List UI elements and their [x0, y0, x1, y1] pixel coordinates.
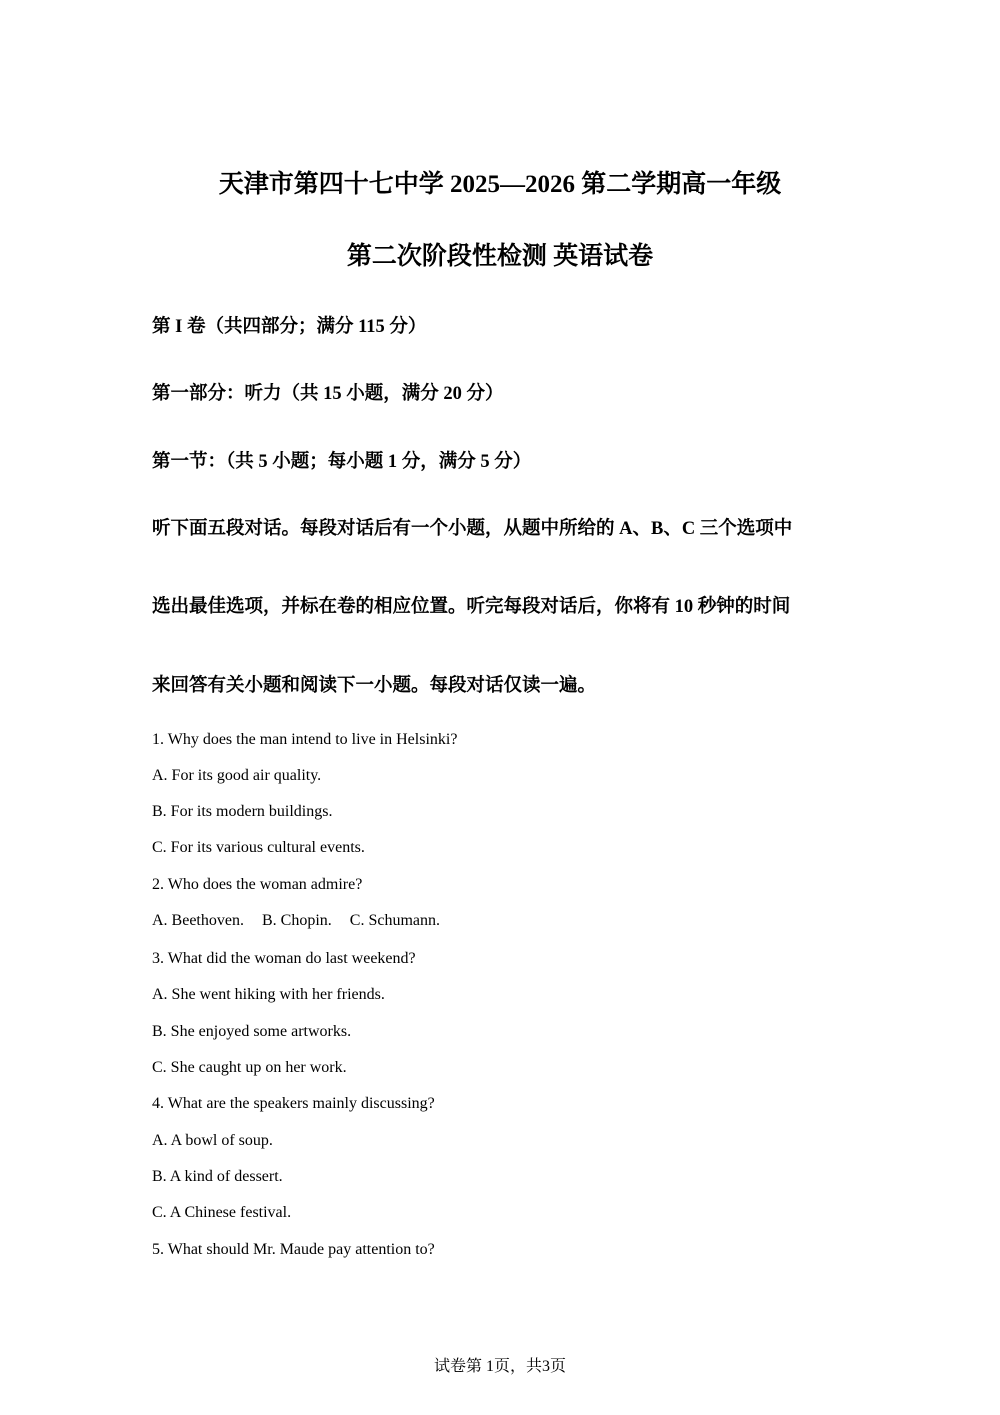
question-4: 4. What are the speakers mainly discussing?	[152, 1095, 435, 1112]
volume-heading: 第 I 卷（共四部分；满分 115 分）	[152, 317, 427, 337]
question-2-option-b: B. Chopin.	[261, 912, 332, 929]
question-3-option-b: B. She enjoyed some artworks.	[152, 1023, 352, 1040]
exam-title-line1: 天津市第四十七中学 2025—2026 第二学期高一年级	[218, 171, 782, 198]
question-4-option-b: B. A kind of dessert.	[152, 1168, 283, 1185]
question-4-option-c: C. A Chinese festival.	[152, 1204, 292, 1221]
question-2-options	[152, 910, 440, 932]
question-1-option-c: C. For its various cultural events.	[152, 839, 365, 856]
question-2-option-c: C. Schumann.	[349, 912, 440, 929]
question-2-option-a: A. Beethoven.	[152, 912, 244, 929]
question-1: 1. Why does the man intend to live in Helsinki?	[152, 731, 458, 748]
question-2: 2. Who does the woman admire?	[152, 876, 363, 893]
instruction-line3: 来回答有关小题和阅读下一小题。每段对话仅读一遍。	[152, 676, 597, 696]
exam-title-line2: 第二次阶段性检测 英语试卷	[346, 243, 654, 270]
instruction-line1: 听下面五段对话。每段对话后有一个小题，从题中所给的 A、B、C 三个选项中	[152, 519, 793, 539]
question-4-option-a: A. A bowl of soup.	[152, 1132, 273, 1149]
section1-heading: 第一节：（共 5 小题；每小题 1 分，满分 5 分）	[152, 452, 532, 472]
question-1-option-b: B. For its modern buildings.	[152, 803, 333, 820]
question-3-option-a: A. She went hiking with her friends.	[152, 986, 385, 1003]
question-3-option-c: C. She caught up on her work.	[152, 1059, 347, 1076]
part1-heading: 第一部分：听力（共 15 小题，满分 20 分）	[152, 384, 504, 404]
question-5: 5. What should Mr. Maude pay attention to?	[152, 1241, 435, 1258]
instruction-line2: 选出最佳选项，并标在卷的相应位置。听完每段对话后，你将有 10 秒钟的时间	[152, 597, 791, 617]
page-footer: 试卷第 1页，共3页	[433, 1358, 566, 1375]
question-3: 3. What did the woman do last weekend?	[152, 950, 416, 967]
question-1-option-a: A. For its good air quality.	[152, 767, 322, 784]
